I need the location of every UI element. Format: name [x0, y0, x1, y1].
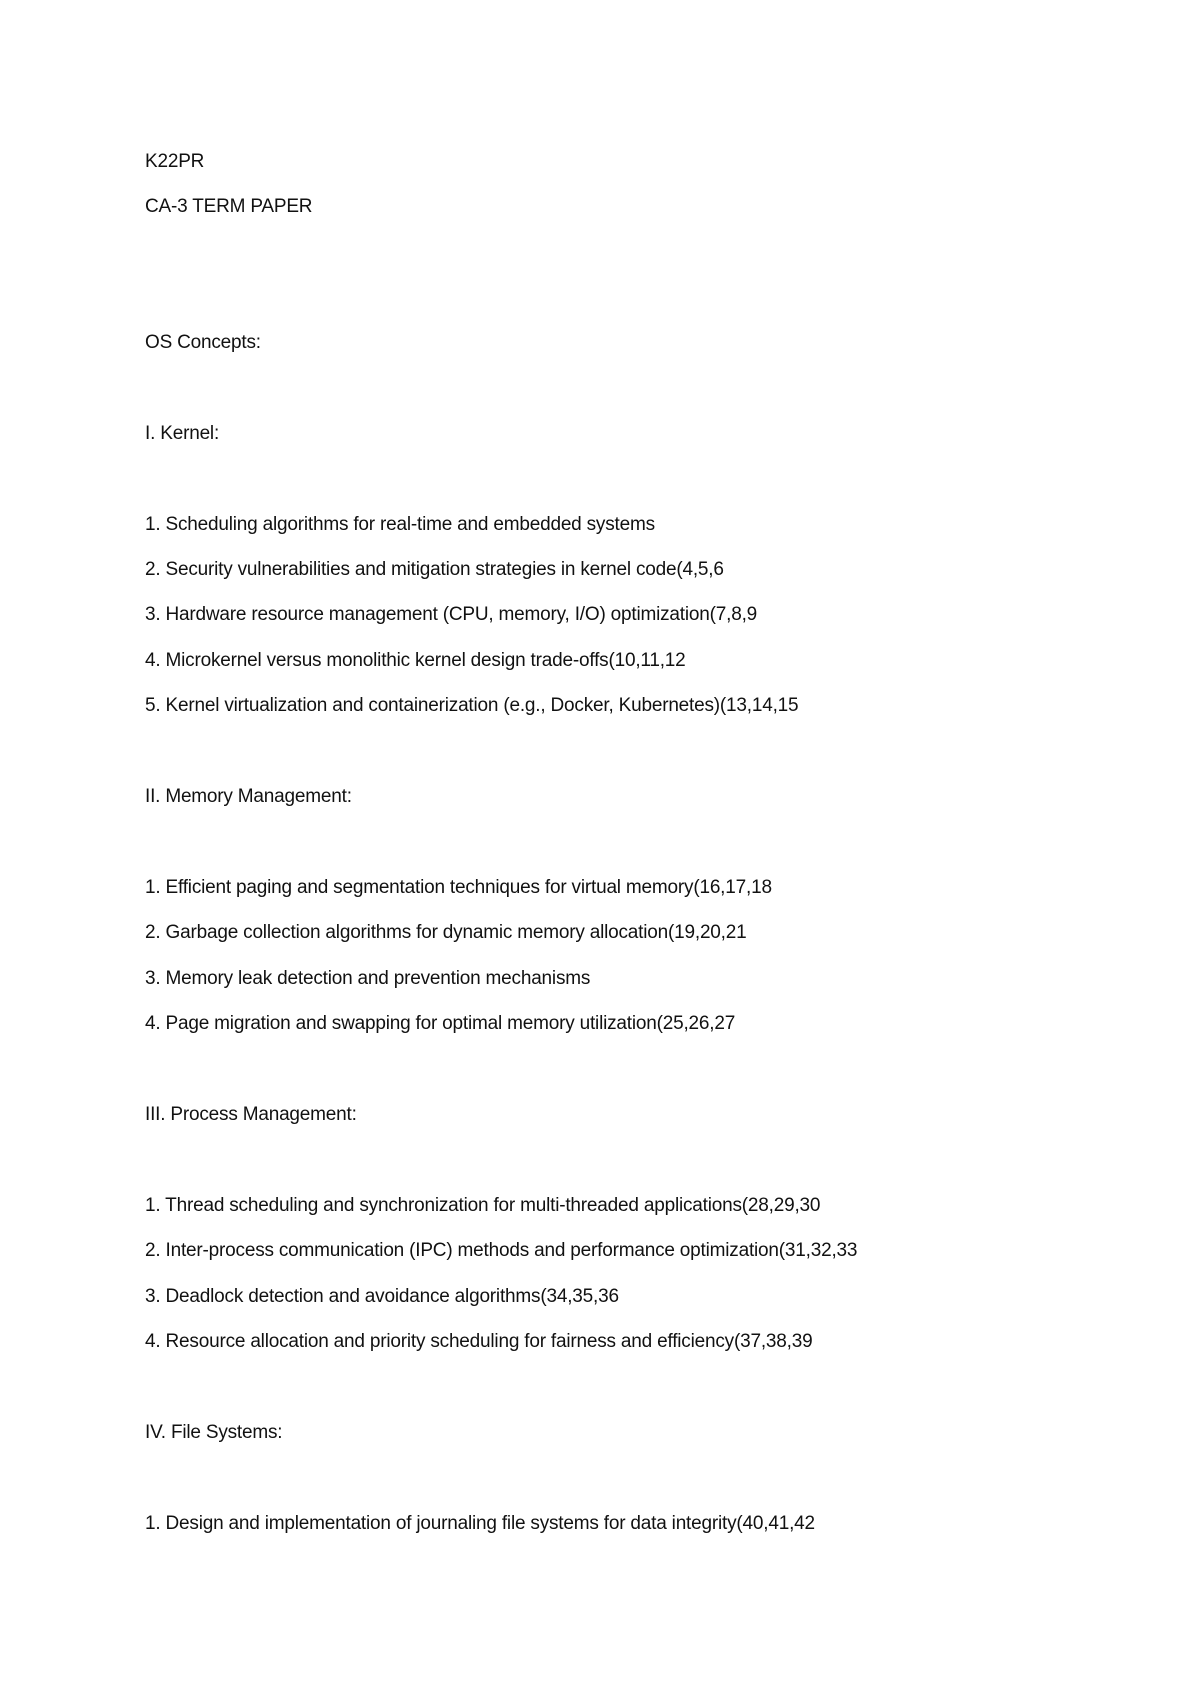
course-code: K22PR [145, 151, 205, 172]
list-item: 3. Memory leak detection and prevention mechanisms [145, 968, 591, 989]
paper-title: CA-3 TERM PAPER [145, 196, 313, 217]
list-item: 5. Kernel virtualization and containerization (e.g., Docker, Kubernetes)(13,14,15 [145, 695, 799, 716]
section-heading: II. Memory Management: [145, 786, 352, 807]
list-item: 1. Thread scheduling and synchronization for multi-threaded applications(28,29,30 [145, 1195, 821, 1216]
list-item: 4. Page migration and swapping for optimal memory utilization(25,26,27 [145, 1013, 736, 1034]
list-item: 1. Scheduling algorithms for real-time and embedded systems [145, 514, 655, 535]
section-heading: IV. File Systems: [145, 1422, 283, 1443]
list-item: 4. Resource allocation and priority scheduling for fairness and efficiency(37,38,39 [145, 1331, 813, 1352]
list-item: 2. Security vulnerabilities and mitigation strategies in kernel code(4,5,6 [145, 559, 724, 580]
section-heading: I. Kernel: [145, 423, 220, 444]
intro-heading: OS Concepts: [145, 332, 261, 353]
list-item: 2. Inter-process communication (IPC) methods and performance optimization(31,32,33 [145, 1240, 858, 1261]
list-item: 3. Hardware resource management (CPU, memory, I/O) optimization(7,8,9 [145, 604, 758, 625]
section-heading: III. Process Management: [145, 1104, 357, 1125]
list-item: 1. Design and implementation of journaling file systems for data integrity(40,41,42 [145, 1513, 815, 1534]
list-item: 1. Efficient paging and segmentation techniques for virtual memory(16,17,18 [145, 877, 772, 898]
list-item: 2. Garbage collection algorithms for dynamic memory allocation(19,20,21 [145, 922, 747, 943]
list-item: 3. Deadlock detection and avoidance algorithms(34,35,36 [145, 1286, 619, 1307]
list-item: 4. Microkernel versus monolithic kernel design trade-offs(10,11,12 [145, 650, 686, 671]
